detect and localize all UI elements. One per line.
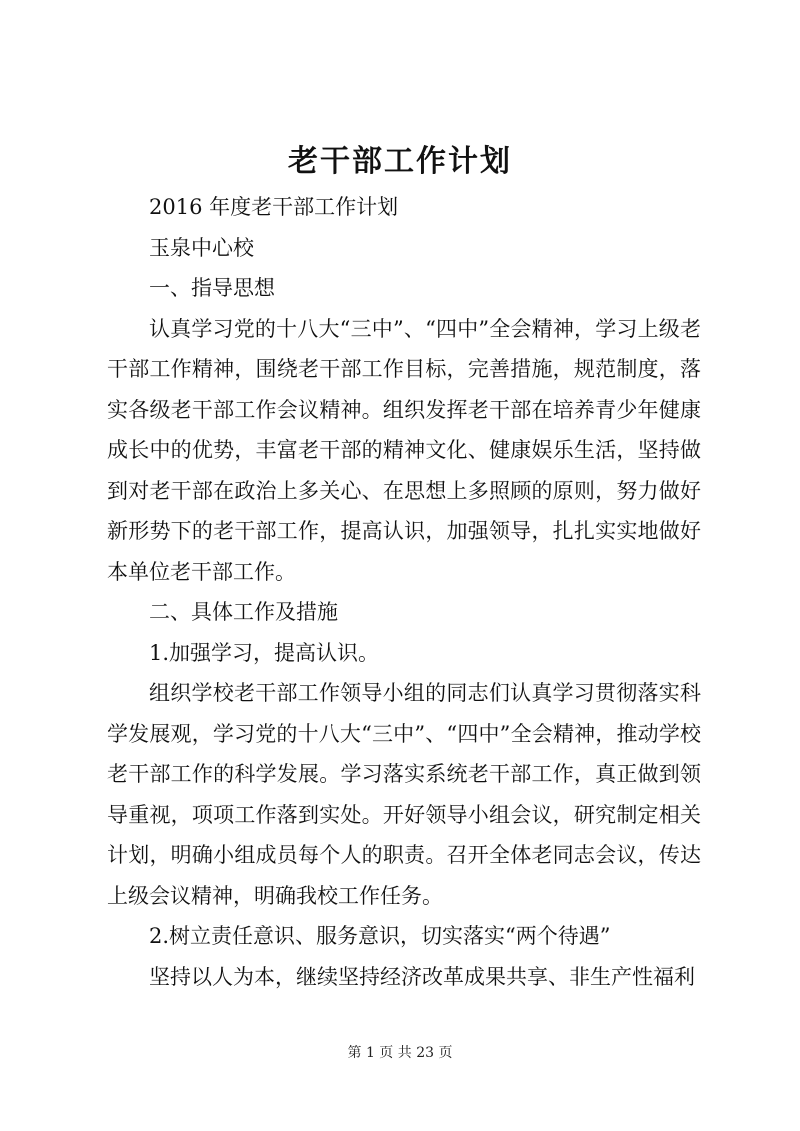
section-1-paragraph: 认真学习党的十八大“三中”、“四中”全会精神，学习上级老干部工作精神，围绕老干部工作目标，完善措施，规范制度，落实各级老干部工作会议精神。组织发挥老干部在培养青少年健康成长中的优势，丰富老干部的精神文化、健康娱乐生活，坚持做到对老干部在政治上多关心、在思想上多照顾的原则，努力做好新形势下的老干部工作，提高认识，加强领导，扎扎实实地做好本单位老干部工作。 (107, 316, 701, 584)
document-title: 老干部工作计划 (288, 144, 512, 179)
item-1-paragraph: 组织学校老干部工作领导小组的同志们认真学习贯彻落实科学发展观，学习党的十八大“三中”、“四中”全会精神，推动学校老干部工作的科学发展。学习落实系统老干部工作，真正做到领导重视，项项工作落到实处。开好领导小组会议，研究制定相关计划，明确小组成员每个人的职责。召开全体老同志会议，传达上级会议精神，明确我校工作任务。 (107, 681, 701, 908)
organization-name: 玉泉中心校 (149, 235, 254, 260)
document-subtitle: 2016 年度老干部工作计划 (149, 195, 399, 219)
section-2-heading: 二、具体工作及措施 (149, 600, 338, 624)
page-footer: 第 1 页 共 23 页 (347, 1045, 453, 1061)
document-body (107, 187, 701, 997)
item-2-heading: 2.树立责任意识、服务意识，切实落实“两个待遇” (149, 924, 611, 948)
item-1-heading: 1.加强学习，提高认识。 (149, 640, 380, 665)
item-2-paragraph: 坚持以人为本，继续坚持经济改革成果共享、非生产性福利 (149, 964, 695, 989)
section-1-heading: 一、指导思想 (149, 276, 275, 300)
